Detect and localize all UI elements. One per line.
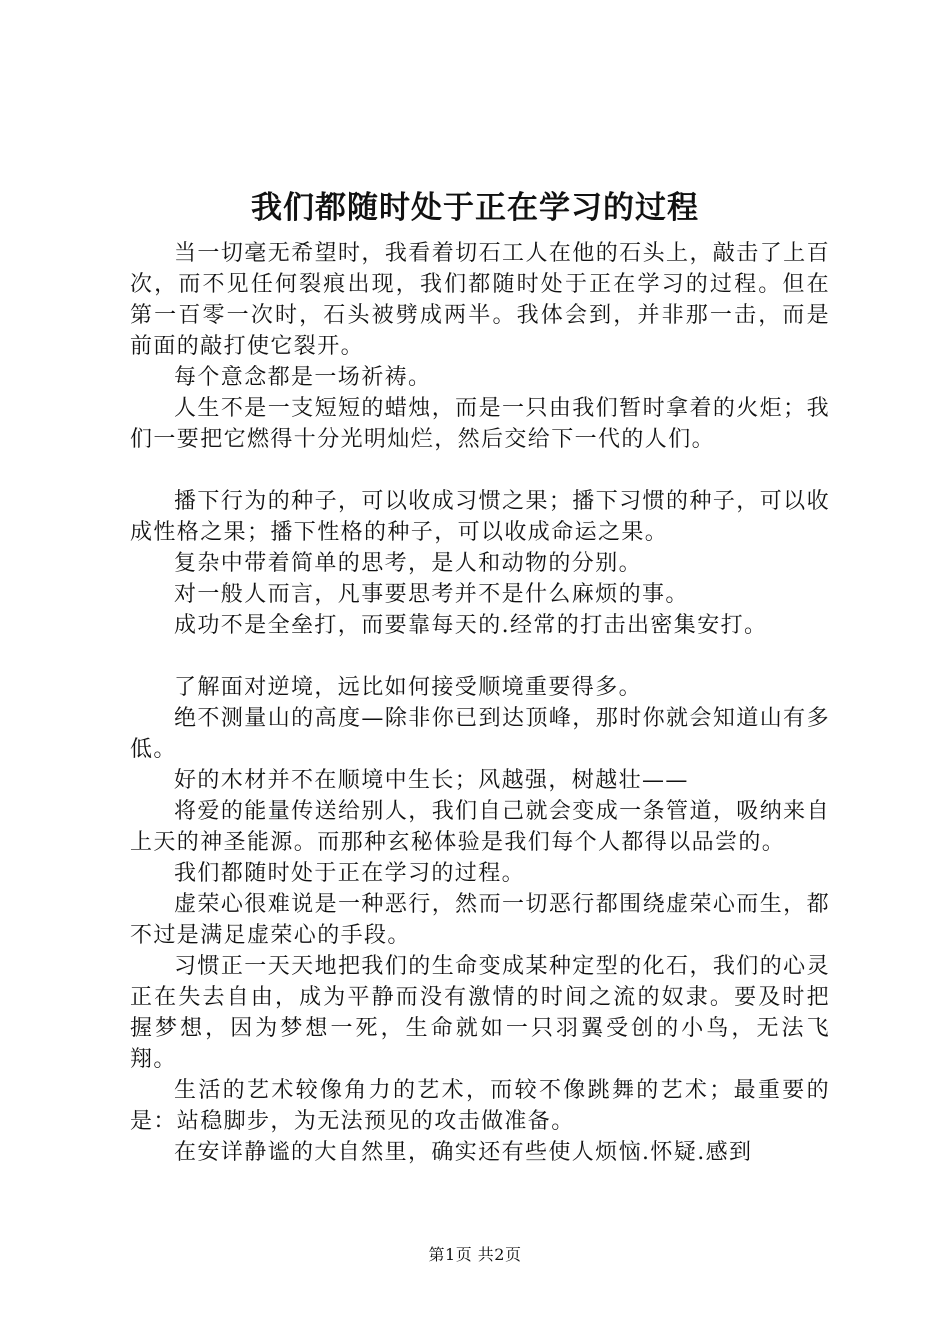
paragraph-complexity: 复杂中带着简单的思考，是人和动物的分别。 [174, 551, 643, 576]
paragraph-torch: 人生不是一支短短的蜡烛，而是一只由我们暂时拿着的火炬；我们一要把它燃得十分光明灿烂，然后交给下一代的人们。 [130, 396, 830, 452]
document-title: 我们都随时处于正在学习的过程 [251, 190, 699, 226]
paragraph-mountain: 绝不测量山的高度—除非你已到达顶峰，那时你就会知道山有多低。 [130, 706, 830, 762]
paragraph-thinking: 对一般人而言，凡事要思考并不是什么麻烦的事。 [174, 582, 689, 607]
paragraph-stonecutter: 当一切毫无希望时，我看着切石工人在他的石头上，敲击了上百次，而不见任何裂痕出现，我们都随时处于正在学习的过程。但在第一百零一次时，石头被劈成两半。我体会到，并非那一击，而是前面的敲打使它裂开。 [130, 241, 830, 359]
paragraph-art-of-living: 生活的艺术较像角力的艺术，而较不像跳舞的艺术；最重要的是：站稳脚步，为无法预见的攻击做准备。 [130, 1078, 830, 1134]
document-body [130, 238, 830, 1168]
paragraph-seeds: 播下行为的种子，可以收成习惯之果；播下习惯的种子，可以收成性格之果；播下性格的种子，可以收成命运之果。 [130, 489, 830, 545]
paragraph-adversity: 了解面对逆境，远比如何接受顺境重要得多。 [174, 675, 643, 700]
paragraph-love-energy: 将爱的能量传送给别人，我们自己就会变成一条管道，吸纳来自上天的神圣能源。而那种玄秘体验是我们每个人都得以品尝的。 [130, 799, 830, 855]
paragraph-spacer [130, 641, 830, 672]
page-number-footer: 第1页 共2页 [428, 1245, 522, 1264]
paragraph-vanity: 虚荣心很难说是一种恶行，然而一切恶行都围绕虚荣心而生，都不过是满足虚荣心的手段。 [130, 892, 830, 948]
paragraph-timber: 好的木材并不在顺境中生长；风越强，树越壮—— [174, 768, 689, 793]
paragraph-habit: 习惯正一天天地把我们的生命变成某种定型的化石，我们的心灵正在失去自由，成为平静而没有激情的时间之流的奴隶。要及时把握梦想，因为梦想一死，生命就如一只羽翼受创的小鸟，无法飞翔。 [130, 954, 830, 1072]
paragraph-learning: 我们都随时处于正在学习的过程。 [174, 861, 526, 886]
paragraph-nature: 在安详静谧的大自然里，确实还有些使人烦恼.怀疑.感到 [174, 1140, 753, 1165]
paragraph-prayer: 每个意念都是一场祈祷。 [174, 365, 432, 390]
paragraph-success: 成功不是全垒打，而要靠每天的.经常的打击出密集安打。 [174, 613, 768, 638]
paragraph-spacer [130, 455, 830, 486]
